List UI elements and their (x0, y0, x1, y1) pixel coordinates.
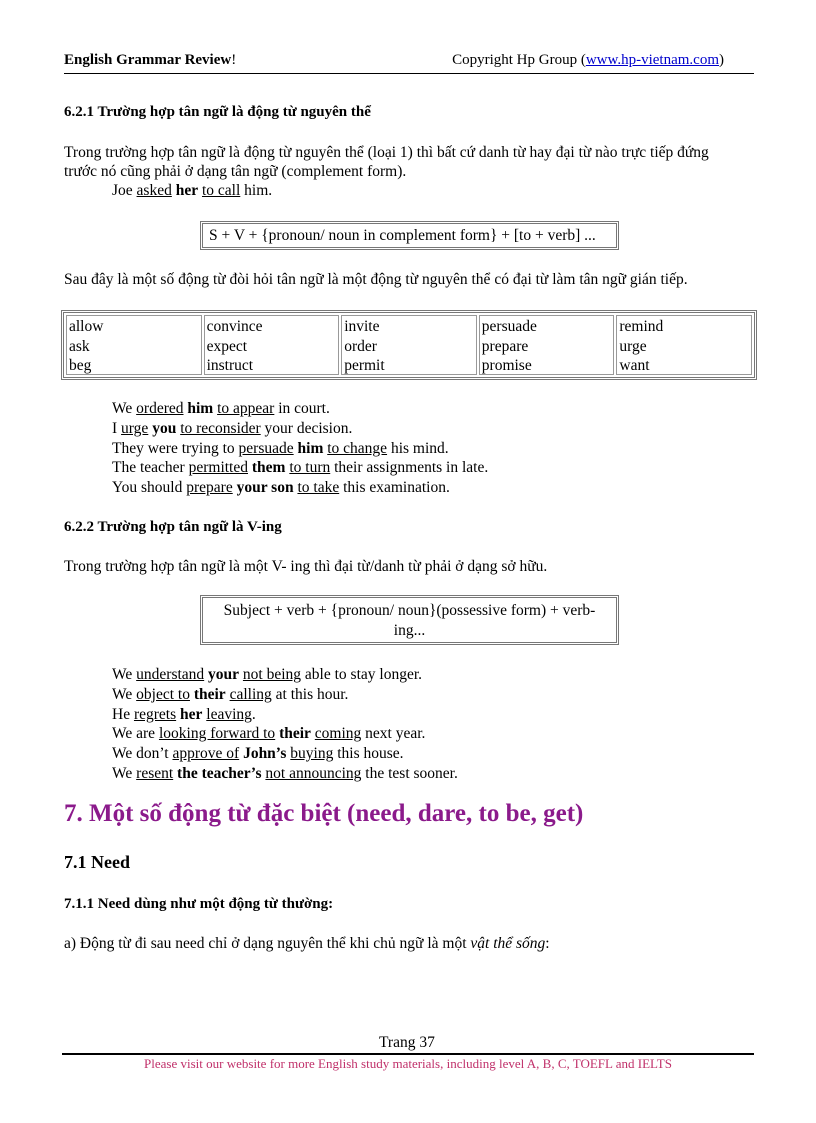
footer-divider (62, 1053, 754, 1055)
example-line: We don’t approve of John’s buying this house. (112, 745, 404, 762)
website-link[interactable]: www.hp-vietnam.com (585, 52, 719, 68)
section-6-2-2-paragraph: Trong trường hợp tân ngữ là một V- ing thì đại từ/danh từ phải ở dạng sở hữu. (64, 558, 548, 575)
verb-column: remind urge want (616, 315, 752, 375)
page-number: Trang 37 (379, 1034, 435, 1051)
example-line: You should prepare your son to take this examination. (112, 479, 450, 496)
section-7-1-heading: 7.1 Need (64, 852, 130, 872)
example-line: We understand your not being able to stay longer. (112, 666, 423, 683)
verb-column: convince expect instruct (204, 315, 340, 375)
chapter-7-heading: 7. Một số động từ đặc biệt (need, dare, to be, get) (64, 800, 584, 827)
header-title: English Grammar Review! (64, 52, 237, 68)
section-6-2-1-paragraph-line1: Trong trường hợp tân ngữ là động từ nguyên thể (loại 1) thì bất cứ danh từ hay đại từ nào trực tiếp đứng (64, 144, 709, 161)
formula-box-possessive: Subject + verb + {pronoun/ noun}(possessive form) + verb- ing... (200, 595, 619, 645)
verbs-intro: Sau đây là một số động từ đòi hỏi tân ngữ là một động từ nguyên thể có đại từ làm tân ngữ gián tiếp. (64, 271, 688, 288)
section-6-2-2-heading: 6.2.2 Trường hợp tân ngữ là V-ing (64, 519, 282, 535)
verb-column: invite order permit (341, 315, 477, 375)
header-copyright: Copyright Hp Group (www.hp-vietnam.com) (452, 52, 724, 68)
example-line: He regrets her leaving. (112, 706, 256, 723)
example-line: We object to their calling at this hour. (112, 686, 349, 703)
footer-note: Please visit our website for more English study materials, including level A, B, C, TOEFL and IELTS (144, 1056, 672, 1071)
section-7-1-1-paragraph: a) Động từ đi sau need chỉ ở dạng nguyên thể khi chủ ngữ là một vật thể sống: (64, 935, 550, 952)
verb-table (61, 310, 757, 380)
example-line: The teacher permitted them to turn their assignments in late. (112, 459, 489, 476)
verb-column: allow ask beg (66, 315, 202, 375)
example-line: I urge you to reconsider your decision. (112, 420, 353, 437)
verb-column: persuade prepare promise (479, 315, 615, 375)
example-line: We ordered him to appear in court. (112, 400, 330, 417)
formula-box-complement: S + V + {pronoun/ noun in complement form} + [to + verb] ... (200, 221, 619, 250)
section-7-1-1-heading: 7.1.1 Need dùng như một động từ thường: (64, 896, 334, 912)
section-6-2-1-heading: 6.2.1 Trường hợp tân ngữ là động từ nguyên thể (64, 104, 371, 120)
example-line: We resent the teacher’s not announcing the test sooner. (112, 765, 458, 782)
page-header (64, 52, 754, 74)
example-line: We are looking forward to their coming next year. (112, 725, 426, 742)
example-joe: Joe asked her to call him. (112, 182, 273, 199)
section-6-2-1-paragraph-line2: trước nó cũng phải ở dạng tân ngữ (complement form). (64, 163, 407, 180)
example-line: They were trying to persuade him to change his mind. (112, 440, 449, 457)
